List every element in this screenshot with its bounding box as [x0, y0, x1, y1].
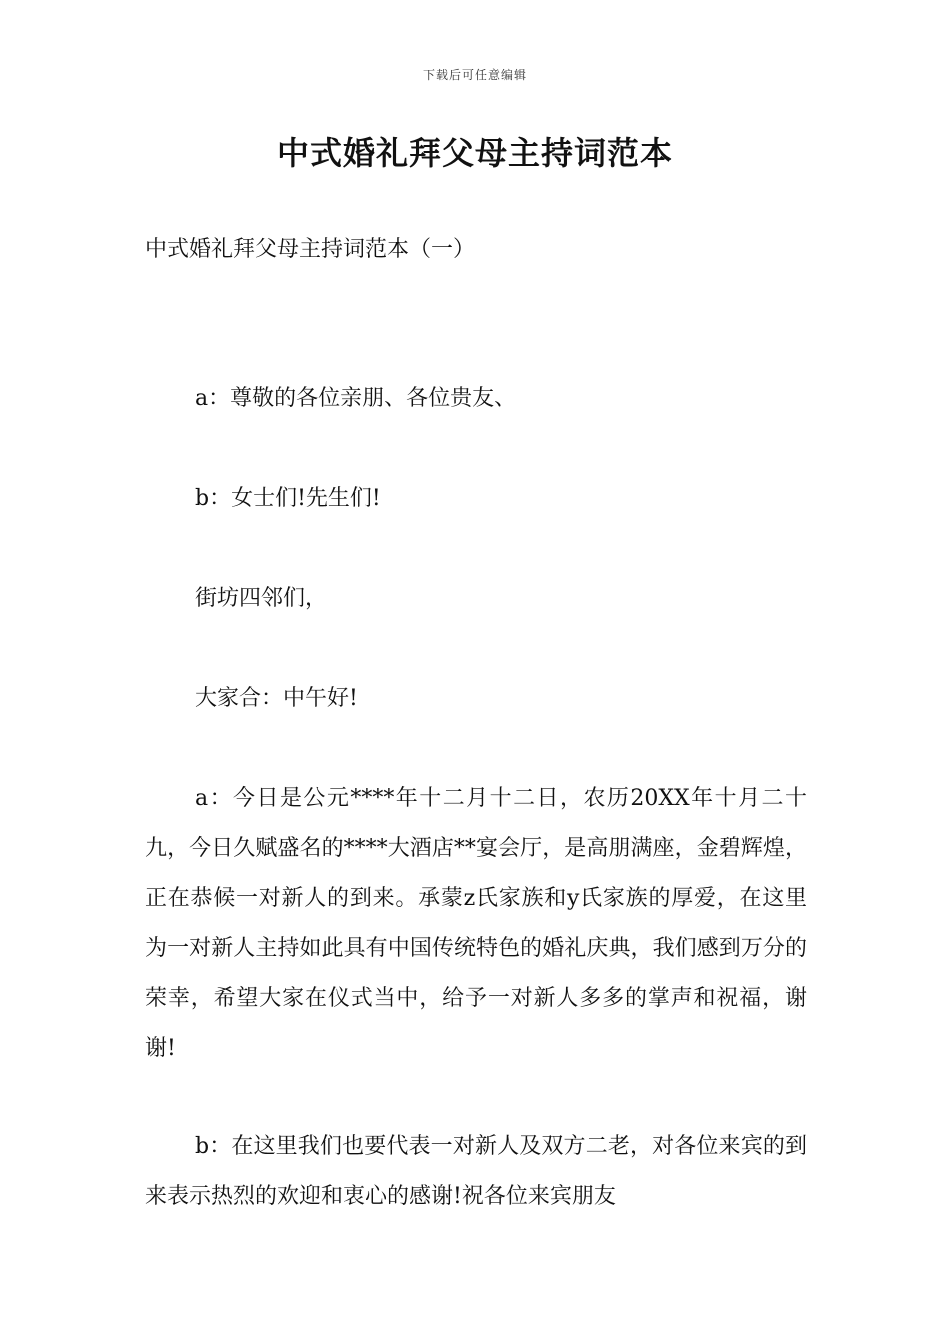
document-title: 中式婚礼拜父母主持词范本	[276, 134, 673, 172]
paragraph: b：在这里我们也要代表一对新人及双方二老，对各位来宾的到来表示热烈的欢迎和衷心的感谢!祝各位来宾朋友	[145, 1134, 807, 1209]
paragraph: a：今日是公元****年十二月十二日，农历20XX年十月二十九，今日久赋盛名的****大酒店**宴会厅，是高朋满座，金碧辉煌，正在恭候一对新人的到来。承蒙z氏家族和y氏家族的厚爱，在这里为一对新人主持如此具有中国传统特色的婚礼庆典，我们感到万分的荣幸，希望大家在仪式当中，给予一对新人多多的掌声和祝福，谢谢!	[145, 786, 807, 1061]
section-heading: 中式婚礼拜父母主持词范本（一）	[145, 237, 476, 262]
paragraph: a：尊敬的各位亲朋、各位贵友、	[195, 386, 517, 411]
paragraph: 街坊四邻们，	[195, 586, 328, 611]
paragraph: 大家合：中午好!	[195, 686, 358, 711]
paragraph: b：女士们!先生们!	[195, 486, 381, 511]
header-note: 下载后可任意编辑	[422, 68, 527, 82]
